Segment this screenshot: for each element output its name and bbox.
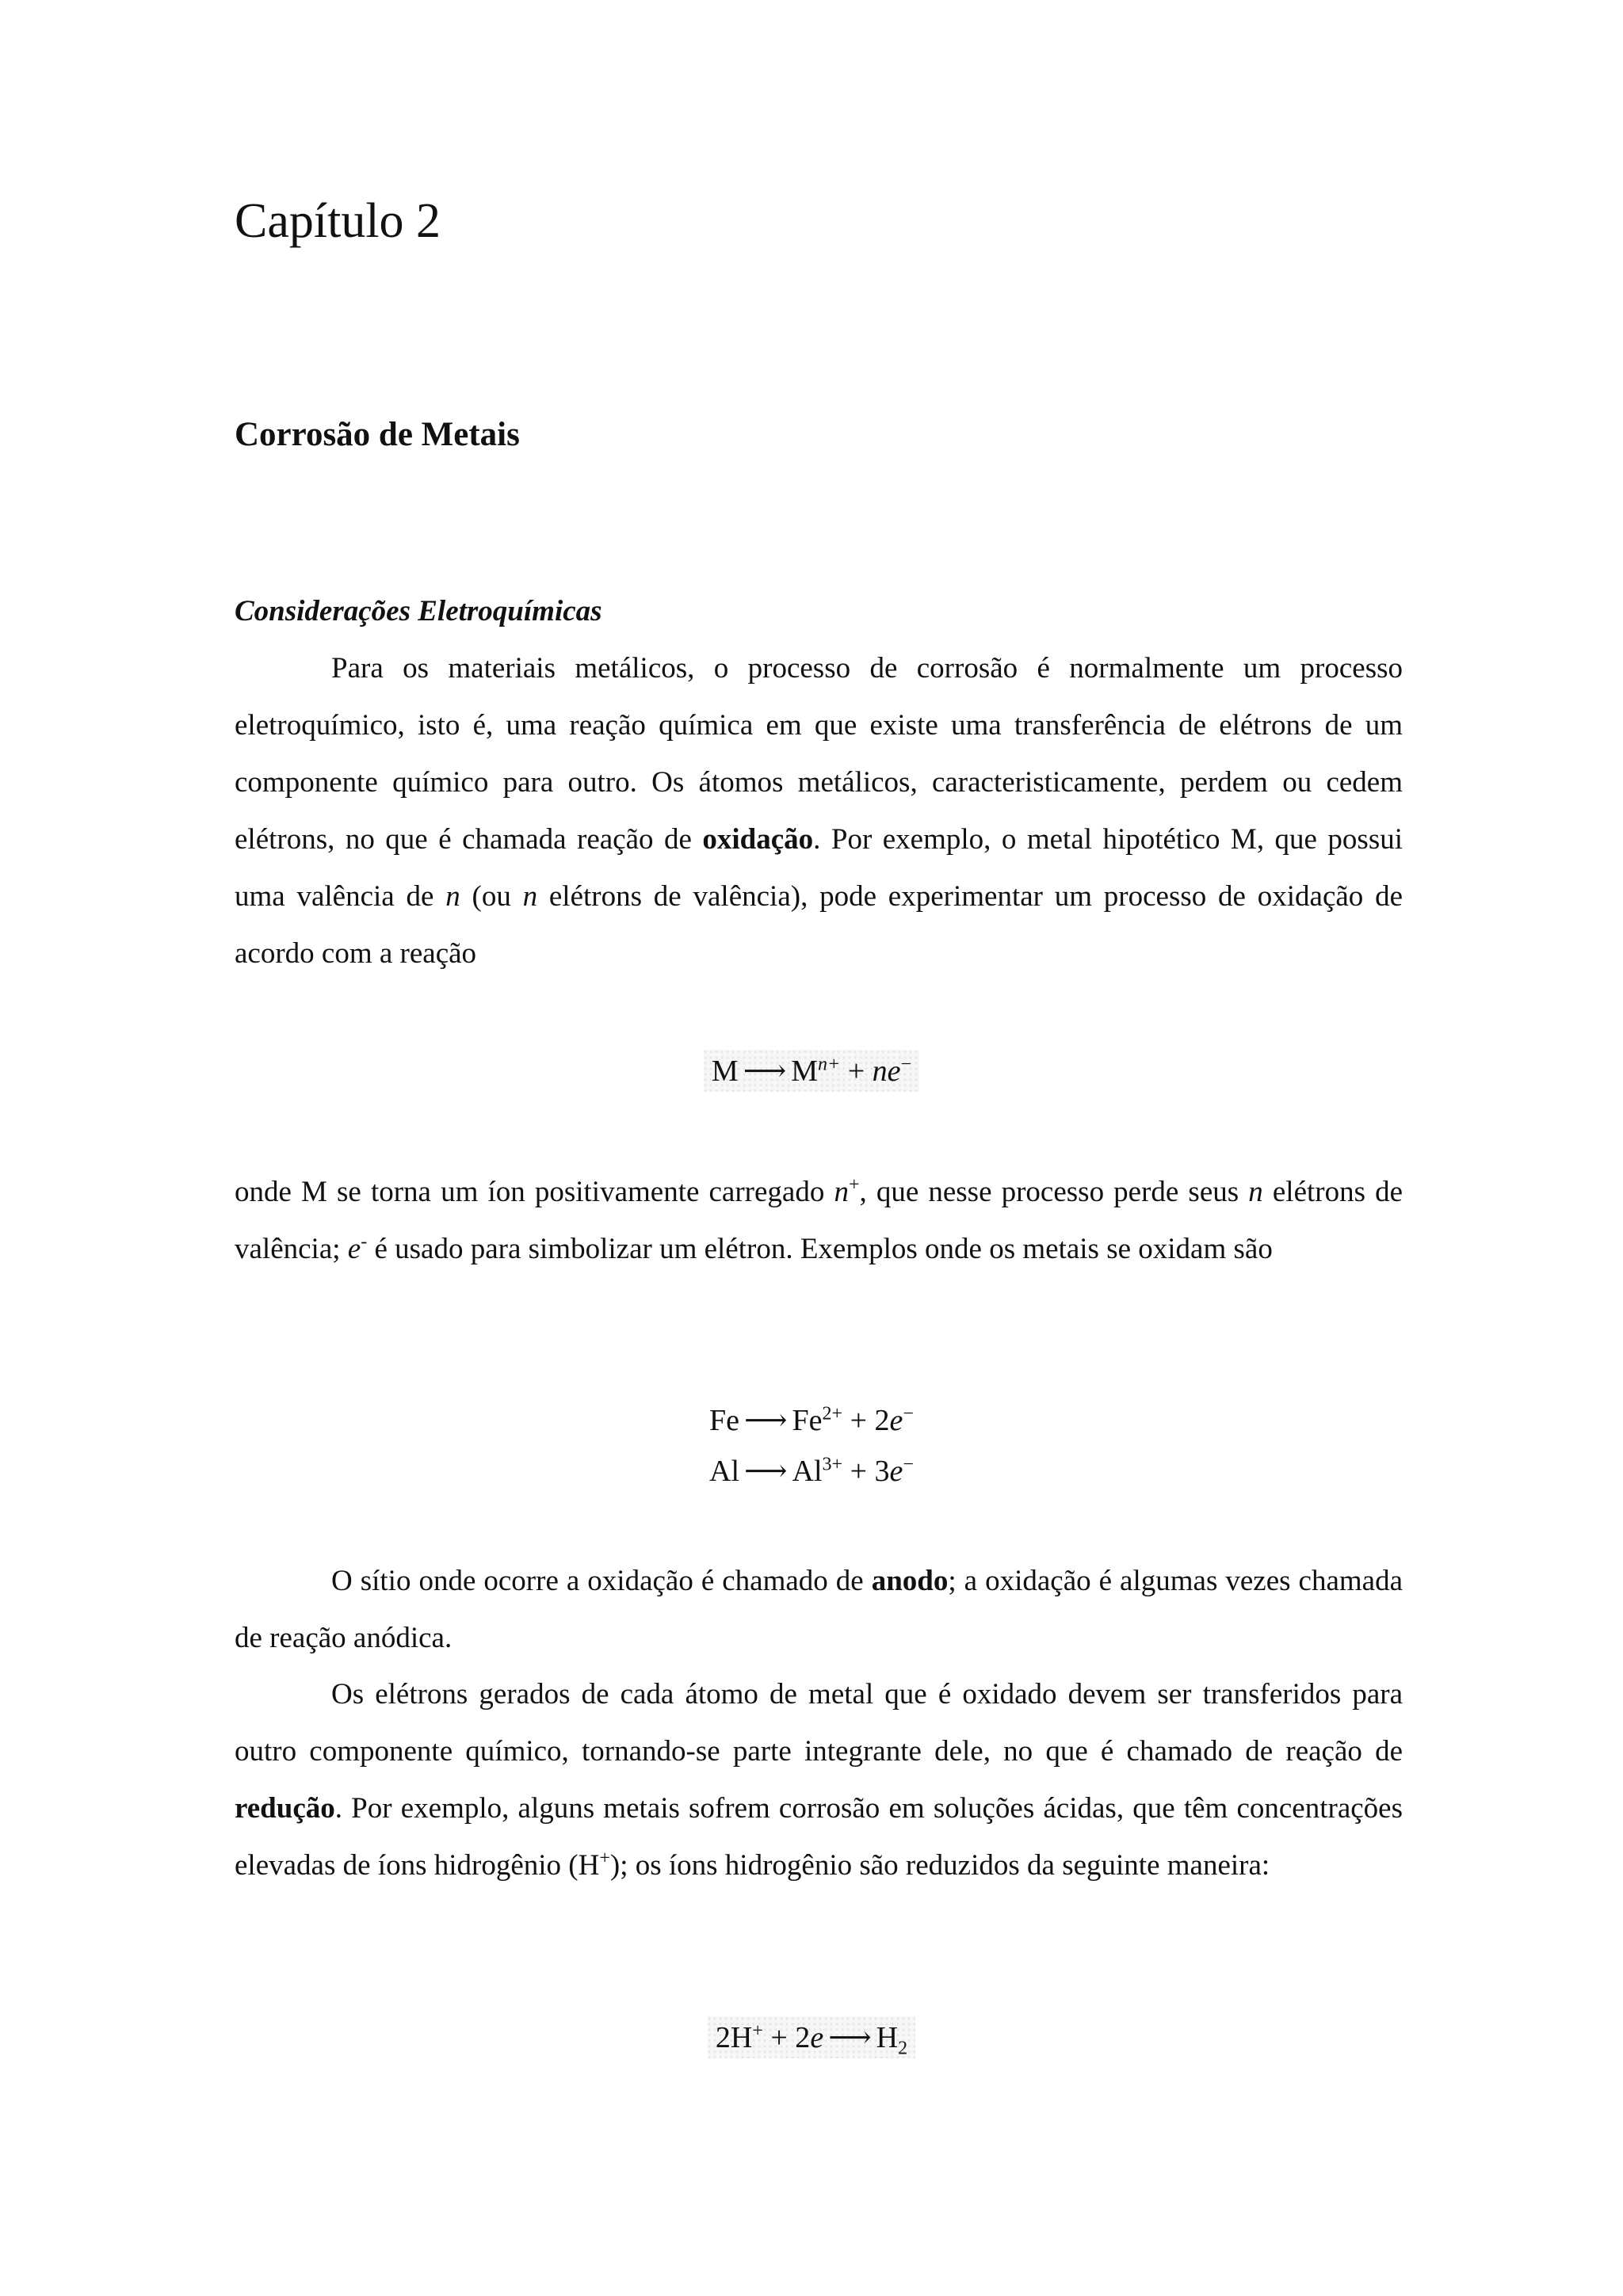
paragraph-oxidation — [235, 640, 1403, 982]
term-anode: anodo — [871, 1565, 949, 1597]
text: Para os materiais metálicos, o processo de corrosão é normalmente um processo eletroquímico, isto é, uma reação química em que existe uma transferência de elétrons de um componente químico para outro. Os átomos metálicos, caracteristicamente, perdem ou cedem elétrons, no que é chamada reação de — [235, 652, 1403, 856]
eq-term: H — [876, 2021, 899, 2054]
text: é usado para simbolizar um elétron. Exemplos onde os metais se oxidam são — [367, 1233, 1273, 1265]
paragraph-reduction — [235, 1666, 1403, 1894]
eq-sub: 2 — [898, 2038, 908, 2059]
chapter-heading: Capítulo 2 — [235, 194, 441, 248]
text: ; a oxidação é algumas vezes chamada de reação anódica. — [235, 1565, 1403, 1654]
eq-term: Al — [792, 1455, 823, 1488]
eq-term: e — [889, 1455, 903, 1488]
text: onde M se torna um íon positivamente carregado — [235, 1176, 834, 1208]
eq-term: + 2 — [842, 1404, 890, 1437]
eq-sup: − — [903, 1403, 914, 1425]
eq-term: e — [889, 1404, 903, 1437]
text: Os elétrons gerados de cada átomo de metal que é oxidado devem ser transferidos para outro componente químico, tornando-se parte integrante dele, no que é chamado de reação de — [235, 1678, 1403, 1768]
eq-term: M — [711, 1055, 739, 1088]
eq-term: M — [791, 1055, 818, 1088]
eq-plus: + — [847, 1055, 865, 1088]
paragraph-ion — [235, 1164, 1403, 1278]
eq-term: ne — [872, 1055, 901, 1088]
eq-sup: 3+ — [822, 1454, 843, 1475]
eq-term: 2H — [715, 2021, 753, 2054]
text: ); os íons hidrogênio são reduzidos da seguinte maneira: — [609, 1849, 1270, 1882]
var-e: e — [347, 1233, 361, 1265]
equation-hydrogen-reduction — [0, 2016, 1623, 2058]
eq-term: + 2 — [762, 2021, 811, 2054]
eq-term: Al — [709, 1455, 740, 1488]
text: elétrons de valência), pode experimentar um processo de oxidação de acordo com a reação — [235, 880, 1403, 970]
text: elétrons de valência; — [235, 1176, 1403, 1265]
eq-sup: + — [752, 2020, 763, 2042]
eq-term: e — [810, 2021, 824, 2054]
var-n: n — [1248, 1176, 1263, 1208]
equation-iron-oxidation — [0, 1402, 1623, 1438]
eq-sup: − — [903, 1454, 914, 1475]
term-reduction: redução — [235, 1792, 335, 1825]
eq-term: Fe — [709, 1404, 740, 1437]
eq-sup: − — [900, 1054, 912, 1075]
text: . Por exemplo, alguns metais sofrem corrosão em soluções ácidas, que têm concentrações elevadas de íons hidrogênio (H — [235, 1792, 1403, 1882]
section-title: Corrosão de Metais — [235, 416, 520, 453]
text: , que nesse processo perde seus — [859, 1176, 1249, 1208]
eq-term: + 3 — [842, 1455, 890, 1488]
term-oxidation: oxidação — [702, 823, 814, 856]
reaction-arrow-icon: ⟶ — [743, 1055, 787, 1088]
text: O sítio onde ocorre a oxidação é chamado de — [331, 1565, 872, 1597]
reaction-arrow-icon: ⟶ — [744, 1404, 788, 1437]
var-n: n — [834, 1176, 849, 1208]
eq-sup: n+ — [818, 1054, 841, 1075]
equation-aluminum-oxidation — [0, 1453, 1623, 1489]
sup: + — [848, 1174, 860, 1196]
eq-term: Fe — [792, 1404, 823, 1437]
eq-sup: 2+ — [822, 1403, 843, 1425]
sup: + — [599, 1848, 610, 1869]
text: (ou — [460, 880, 523, 913]
paragraph-anode — [235, 1553, 1403, 1667]
text: . Por exemplo, o metal hipotético M, que possui uma valência de — [235, 823, 1403, 913]
equation-metal-oxidation — [0, 1050, 1623, 1092]
sup: - — [361, 1231, 368, 1253]
var-n: n — [522, 880, 538, 913]
reaction-arrow-icon: ⟶ — [828, 2021, 872, 2054]
reaction-arrow-icon: ⟶ — [744, 1455, 788, 1488]
var-n: n — [445, 880, 460, 913]
subsection-title: Considerações Eletroquímicas — [235, 595, 602, 627]
